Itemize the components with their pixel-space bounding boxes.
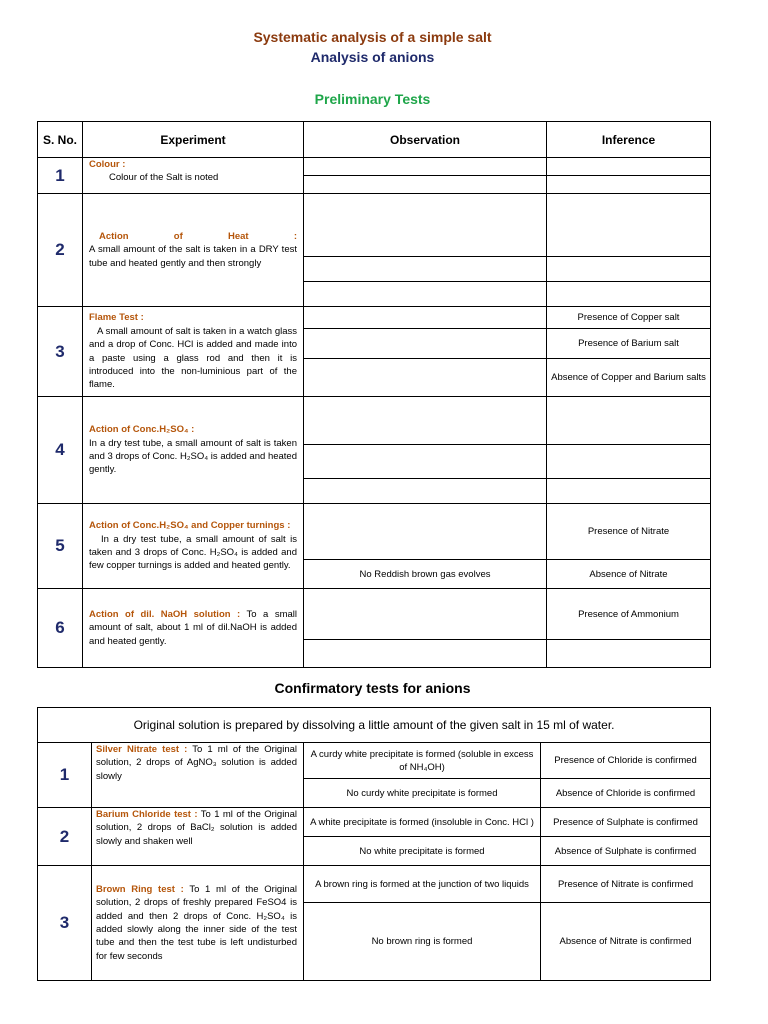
header-observation: Observation (304, 122, 547, 158)
experiment-body: A small amount of salt is taken in a watch glass and a drop of Conc. HCl is added and made into a paste using a glass rod and then it is introduced into the non-luminious part of the flame. (89, 325, 297, 391)
document-title: Systematic analysis of a simple salt (253, 29, 492, 45)
experiment-body: A small amount of the salt is taken in a DRY test tube and heated gently and then strongly (89, 244, 297, 269)
confirmatory-heading: Confirmatory tests for anions (274, 680, 471, 696)
experiment-cell (83, 307, 304, 397)
experiment-cell (83, 589, 304, 668)
row-number: 1 (38, 158, 83, 194)
inference-cell (547, 640, 711, 668)
experiment-body: To 1 ml of the Original solution, 2 drops of freshly prepared FeSO4 is added and then 2 drops of Conc. H₂SO₄ is added slowly along the inner side of the test tube and then the test tube is left undisturbed for few seconds (96, 883, 297, 962)
row-number: 3 (38, 866, 92, 981)
inference-cell: Absence of Sulphate is confirmed (541, 837, 711, 866)
observation-cell: A curdy white precipitate is formed (soluble in excess of NH₄OH) (304, 743, 541, 779)
experiment-body: Colour of the Salt is noted (109, 172, 219, 184)
observation-cell: A brown ring is formed at the junction of two liquids (304, 866, 541, 903)
observation-cell (304, 307, 547, 329)
inference-cell: Absence of Copper and Barium salts (547, 359, 711, 397)
row-number: 3 (38, 307, 83, 397)
row-number: 5 (38, 504, 83, 589)
experiment-heading: Barium Chloride test : (96, 809, 198, 820)
inference-cell: Absence of Nitrate is confirmed (541, 903, 711, 981)
observation-cell (304, 194, 547, 257)
experiment-cell (83, 194, 304, 307)
inference-cell (547, 445, 711, 479)
experiment-cell (83, 158, 304, 194)
inference-cell (547, 176, 711, 194)
experiment-cell (92, 743, 304, 808)
header-inference: Inference (547, 122, 711, 158)
experiment-heading: Silver Nitrate test : (96, 744, 188, 755)
preliminary-heading: Preliminary Tests (314, 91, 431, 107)
preliminary-tests-table (37, 121, 711, 668)
header-experiment: Experiment (83, 122, 304, 158)
experiment-cell (83, 397, 304, 504)
inference-cell: Absence of Chloride is confirmed (541, 779, 711, 808)
observation-cell (304, 282, 547, 307)
inference-cell (547, 479, 711, 504)
inference-cell (547, 282, 711, 307)
inference-cell: Presence of Ammonium (547, 589, 711, 640)
observation-cell: No brown ring is formed (304, 903, 541, 981)
experiment-cell (92, 866, 304, 981)
inference-cell (547, 257, 711, 282)
inference-cell: Presence of Barium salt (547, 329, 711, 359)
observation-cell (304, 359, 547, 397)
observation-cell (304, 589, 547, 640)
inference-cell: Presence of Chloride is confirmed (541, 743, 711, 779)
experiment-body: In a dry test tube, a small amount of salt is taken and 3 drops of Conc. H₂SO₄ is added and heated gently. (89, 437, 297, 476)
row-number: 1 (38, 743, 92, 808)
observation-cell (304, 504, 547, 560)
experiment-heading: Action of dil. NaOH solution : (89, 608, 241, 620)
observation-cell: No white precipitate is formed (304, 837, 541, 866)
experiment-heading: Colour : (89, 159, 126, 170)
observation-cell (304, 445, 547, 479)
observation-cell: No curdy white precipitate is formed (304, 779, 541, 808)
row-number: 4 (38, 397, 83, 504)
experiment-body: To a small amount of salt, about 1 ml of dil.NaOH is added and heated gently. (89, 608, 298, 647)
document-subtitle: Analysis of anions (310, 49, 435, 65)
experiment-cell (92, 808, 304, 866)
observation-cell (304, 329, 547, 359)
experiment-cell (83, 504, 304, 589)
experiment-heading: Brown Ring test : (96, 883, 184, 895)
inference-cell: Presence of Nitrate is confirmed (541, 866, 711, 903)
inference-cell: Presence of Sulphate is confirmed (541, 808, 711, 837)
experiment-heading: Action of Conc.H₂SO₄ : (89, 424, 195, 436)
experiment-heading: Action of Conc.H₂SO₄ and Copper turnings : (89, 520, 291, 532)
inference-cell (547, 158, 711, 176)
inference-cell (547, 194, 711, 257)
inference-cell: Presence of Nitrate (547, 504, 711, 560)
inference-cell: Absence of Nitrate (547, 560, 711, 589)
row-number: 2 (38, 194, 83, 307)
inference-cell: Presence of Copper salt (547, 307, 711, 329)
observation-cell (304, 176, 547, 194)
row-number: 2 (38, 808, 92, 866)
experiment-body: To 1 ml of the Original solution, 2 drops of BaCl₂ solution is added slowly and shaken well (96, 809, 297, 847)
observation-cell (304, 479, 547, 504)
observation-cell (304, 640, 547, 668)
experiment-body: To 1 ml of the Original solution, 2 drops of AgNO₃ solution is added slowly (96, 744, 298, 782)
observation-cell: A white precipitate is formed (insoluble in Conc. HCl ) (304, 808, 541, 837)
experiment-body: In a dry test tube, a small amount of salt is taken and 3 drops of Conc. H₂SO₄ is added and few copper turnings is added and heated gently. (89, 533, 297, 572)
observation-cell (304, 257, 547, 282)
inference-cell (547, 397, 711, 445)
confirmatory-intro: Original solution is prepared by dissolving a little amount of the given salt in 15 ml of water. (38, 708, 711, 743)
observation-cell: No Reddish brown gas evolves (304, 560, 547, 589)
confirmatory-tests-table (37, 707, 711, 981)
row-number: 6 (38, 589, 83, 668)
observation-cell (304, 158, 547, 176)
header-sno: S. No. (38, 122, 83, 158)
experiment-heading: Flame Test : (89, 312, 144, 324)
experiment-heading: Action of Heat : (99, 230, 297, 242)
observation-cell (304, 397, 547, 445)
